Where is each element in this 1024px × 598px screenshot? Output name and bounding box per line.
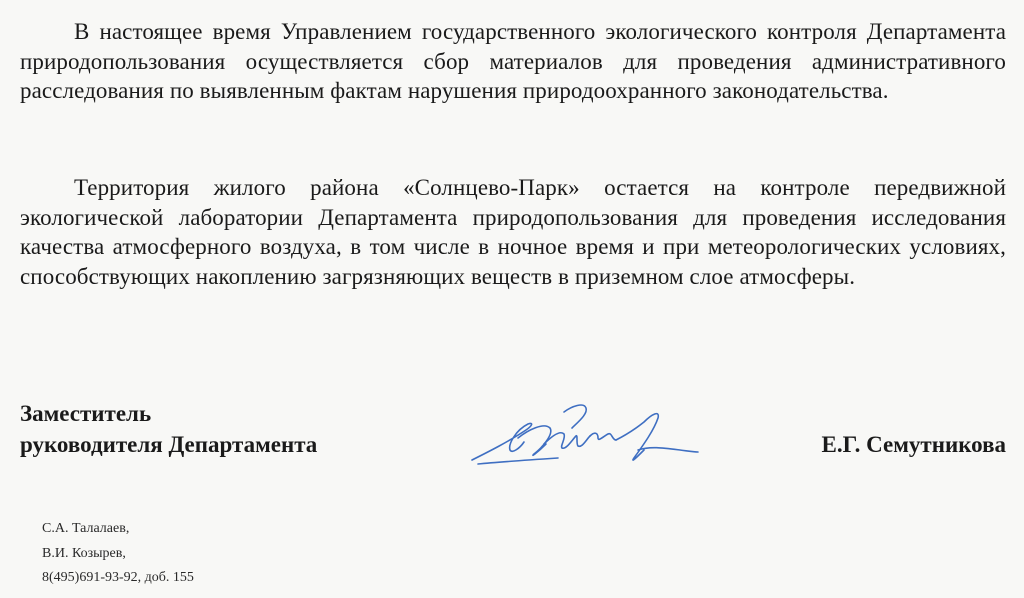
signer-name: Е.Г. Семутникова <box>821 432 1006 457</box>
contact-phone: 8(495)691-93-92, доб. 155 <box>42 570 194 585</box>
contact-person-2: В.И. Козырев, <box>42 545 126 561</box>
paragraph-investigation: В настоящее время Управлением государственного экологического контроля Департамента природопользования осуществляется сбор материалов для проведения административного расследования по выявленным фактам нарушения природоохранного законодательства. <box>20 19 1006 103</box>
signer-position-line1: Заместитель <box>20 401 152 426</box>
contact-person-1: С.А. Талалаев, <box>42 521 130 536</box>
signer-position-line2: руководителя Департамента <box>20 432 318 457</box>
contacts-block <box>42 517 194 591</box>
paragraph-monitoring: Территория жилого района «Солнцево-Парк» остается на контроле передвижной экологической лаборатории Департамента природопользования для проведения исследования качества атмосферного воздуха, в том числе в ночное время и при метеорологических условиях, способствующих накоплению загрязняющих веществ в приземном слое атмосферы. <box>20 175 1006 289</box>
signer-position <box>20 398 440 460</box>
handwritten-signature <box>468 400 700 480</box>
